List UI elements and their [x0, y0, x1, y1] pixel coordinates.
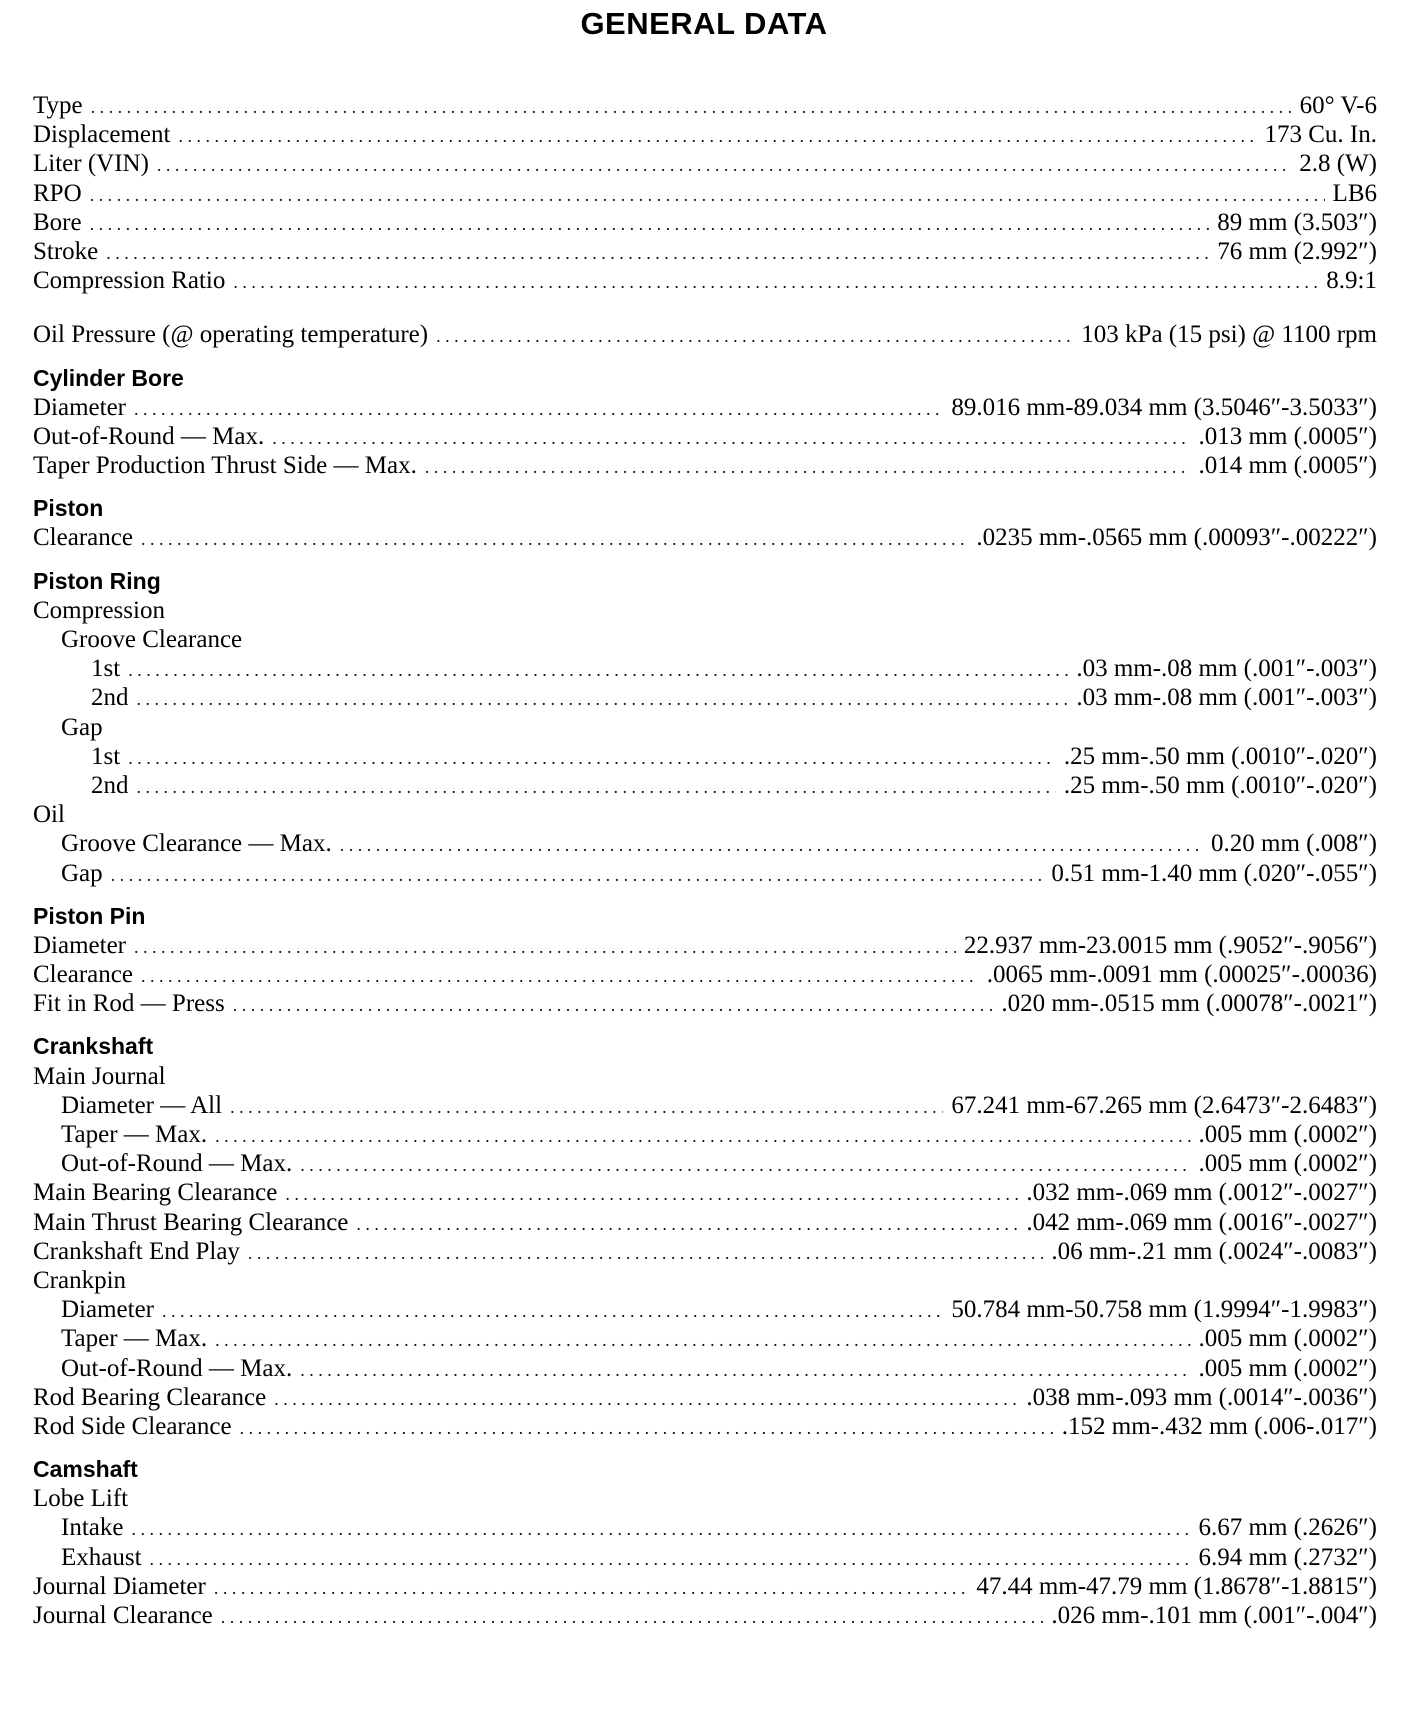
dot-leader	[300, 1356, 1190, 1385]
dot-leader	[215, 1326, 1190, 1355]
spec-row	[33, 1324, 1377, 1353]
dot-leader	[230, 1093, 943, 1122]
spec-row	[33, 266, 1377, 295]
spec-label: Fit in Rod — Press	[33, 990, 225, 1018]
dot-leader	[233, 268, 1318, 297]
spec-row	[33, 1601, 1377, 1630]
spec-row	[33, 596, 1377, 625]
spec-row	[33, 859, 1377, 888]
dot-leader	[240, 1414, 1054, 1443]
spec-row	[33, 393, 1377, 422]
spec-value: 6.94 mm (.2732″)	[1198, 1543, 1377, 1571]
spec-label: Taper Production Thrust Side — Max.	[33, 452, 417, 480]
dot-leader	[436, 322, 1073, 351]
spec-value: .020 mm-.0515 mm (.00078″-.0021″)	[1001, 990, 1377, 1018]
spec-row	[33, 654, 1377, 683]
spec-value: 50.784 mm-50.758 mm (1.9994″-1.9983″)	[951, 1296, 1377, 1324]
spec-label: Bore	[33, 208, 82, 236]
spec-label: Crankshaft End Play	[33, 1237, 240, 1265]
dot-leader	[272, 424, 1190, 453]
spec-value: 2.8 (W)	[1299, 150, 1377, 178]
dot-leader	[425, 453, 1191, 482]
dot-leader	[150, 1545, 1191, 1574]
dot-leader	[233, 991, 994, 1020]
dot-leader	[141, 525, 968, 554]
spec-value: 103 kPa (15 psi) @ 1100 rpm	[1081, 321, 1377, 349]
spec-label: 2nd	[91, 684, 129, 712]
section-heading: Cylinder Bore	[33, 364, 184, 391]
spec-value: .0065 mm-.0091 mm (.00025″-.00036)	[986, 961, 1377, 989]
spec-value: .038 mm-.093 mm (.0014″-.0036″)	[1026, 1383, 1377, 1411]
spec-label: Groove Clearance	[61, 626, 243, 653]
spec-label: Clearance	[33, 524, 133, 552]
spec-row	[33, 1295, 1377, 1324]
spec-row	[33, 742, 1377, 771]
spec-row	[33, 800, 1377, 829]
dot-leader	[340, 831, 1203, 860]
spec-row	[33, 989, 1377, 1018]
spec-label: Taper — Max.	[61, 1325, 208, 1353]
spec-row	[33, 422, 1377, 451]
spec-label: Rod Side Clearance	[33, 1412, 232, 1440]
spec-row	[33, 625, 1377, 654]
spec-label: Out-of-Round — Max.	[61, 1354, 293, 1382]
dot-leader	[137, 685, 1069, 714]
spec-label: Oil	[33, 801, 65, 829]
spec-row	[33, 1208, 1377, 1237]
spec-row	[33, 713, 1377, 742]
spec-label: Intake	[61, 1514, 124, 1542]
spec-value: .042 mm-.069 mm (.0016″-.0027″)	[1026, 1208, 1377, 1236]
spec-label: Out-of-Round — Max.	[33, 422, 265, 450]
spec-row	[33, 1237, 1377, 1266]
spec-label: Gap	[61, 859, 103, 887]
spec-label: Journal Diameter	[33, 1572, 206, 1600]
spec-value: .06 mm-.21 mm (.0024″-.0083″)	[1051, 1237, 1377, 1265]
spec-row	[33, 1149, 1377, 1178]
dot-leader	[248, 1239, 1043, 1268]
dot-leader	[90, 181, 1325, 210]
dot-leader	[134, 395, 943, 424]
spec-label: Main Thrust Bearing Clearance	[33, 1208, 349, 1236]
spec-row	[33, 1354, 1377, 1383]
section-heading: Piston Pin	[33, 902, 146, 929]
spec-label: Compression	[33, 596, 165, 624]
spec-label: Diameter	[61, 1296, 155, 1324]
spec-label: Main Journal	[33, 1062, 166, 1090]
spec-label: Lobe Lift	[33, 1485, 129, 1513]
spec-row	[33, 829, 1377, 858]
dot-leader	[134, 933, 956, 962]
dot-leader	[111, 861, 1044, 890]
spec-label: Taper — Max.	[61, 1121, 208, 1148]
spec-value: 0.20 mm (.008″)	[1211, 830, 1377, 858]
spec-row	[33, 931, 1377, 960]
section-heading: Piston Ring	[33, 567, 161, 594]
spec-value: 60° V-6	[1299, 92, 1377, 119]
spec-value: .005 mm (.0002″)	[1198, 1150, 1377, 1178]
section-heading: Piston	[33, 495, 104, 522]
spec-row	[33, 1266, 1377, 1295]
spec-row	[33, 91, 1377, 120]
spec-label: Diameter	[33, 931, 127, 959]
spec-row	[33, 771, 1377, 800]
spec-list	[33, 91, 1377, 1630]
spec-label: Liter (VIN)	[33, 150, 149, 178]
spec-row	[33, 1543, 1377, 1572]
spec-value: .005 mm (.0002″)	[1198, 1354, 1377, 1382]
dot-leader	[141, 962, 979, 991]
dot-leader	[90, 210, 1210, 239]
spec-label: Diameter — All	[61, 1091, 223, 1119]
spec-label: Type	[33, 92, 83, 119]
spec-row	[33, 237, 1377, 266]
spec-row	[33, 320, 1377, 349]
spec-label: Journal Clearance	[33, 1602, 213, 1629]
spec-value: LB6	[1332, 179, 1377, 207]
dot-leader	[128, 656, 1068, 685]
spec-value: .014 mm (.0005″)	[1198, 452, 1377, 480]
spec-row	[33, 1484, 1377, 1513]
spec-value: .026 mm-.101 mm (.001″-.004″)	[1051, 1602, 1377, 1629]
spec-row	[33, 1383, 1377, 1412]
spec-row	[33, 1412, 1377, 1441]
dot-leader	[157, 151, 1291, 180]
spec-row	[33, 1178, 1377, 1207]
spec-value: 76 mm (2.992″)	[1217, 237, 1377, 265]
spec-value: 8.9:1	[1326, 267, 1377, 295]
spec-label: Displacement	[33, 121, 171, 149]
dot-leader	[214, 1574, 968, 1603]
dot-leader	[106, 239, 1209, 268]
dot-leader	[285, 1180, 1018, 1209]
spec-value: 0.51 mm-1.40 mm (.020″-.055″)	[1051, 859, 1377, 887]
spec-row	[33, 1513, 1377, 1542]
spec-value: .03 mm-.08 mm (.001″-.003″)	[1076, 655, 1377, 683]
spec-row	[33, 1572, 1377, 1601]
spec-label: Diameter	[33, 393, 127, 421]
spec-label: Main Bearing Clearance	[33, 1179, 278, 1207]
spec-value: .005 mm (.0002″)	[1198, 1121, 1377, 1148]
spec-row	[33, 683, 1377, 712]
spec-row	[33, 120, 1377, 149]
dot-leader	[178, 122, 1256, 151]
dot-leader	[137, 773, 1056, 802]
dot-leader	[215, 1122, 1190, 1151]
section-heading: Camshaft	[33, 1456, 138, 1483]
dot-leader	[356, 1210, 1018, 1239]
spec-label: RPO	[33, 179, 82, 207]
spec-value: .03 mm-.08 mm (.001″-.003″)	[1076, 684, 1377, 712]
page-title: GENERAL DATA	[580, 6, 828, 41]
spec-value: .032 mm-.069 mm (.0012″-.0027″)	[1026, 1179, 1377, 1207]
spec-value: .013 mm (.0005″)	[1198, 422, 1377, 450]
dot-leader	[128, 744, 1056, 773]
spec-label: Groove Clearance — Max.	[61, 830, 332, 858]
dot-leader	[131, 1515, 1190, 1544]
spec-row	[33, 451, 1377, 480]
spec-value: .25 mm-.50 mm (.0010″-.020″)	[1063, 771, 1377, 799]
spec-row	[33, 179, 1377, 208]
spec-value: 67.241 mm-67.265 mm (2.6473″-2.6483″)	[951, 1091, 1377, 1119]
spec-label: Clearance	[33, 961, 133, 989]
spec-value: 89.016 mm-89.034 mm (3.5046″-3.5033″)	[951, 393, 1377, 421]
spec-value: .25 mm-.50 mm (.0010″-.020″)	[1063, 742, 1377, 770]
spec-value: 6.67 mm (.2626″)	[1198, 1514, 1377, 1542]
section-heading: Crankshaft	[33, 1033, 154, 1060]
spec-row	[33, 960, 1377, 989]
spec-label: Stroke	[33, 237, 99, 265]
spec-row	[33, 1120, 1377, 1149]
spec-label: 1st	[91, 742, 121, 770]
spec-label: 1st	[91, 655, 121, 683]
spec-label: Compression Ratio	[33, 267, 226, 295]
dot-leader	[91, 93, 1292, 122]
spec-value: 173 Cu. In.	[1264, 121, 1377, 149]
spec-label: Exhaust	[61, 1543, 142, 1571]
spec-label: 2nd	[91, 771, 129, 799]
spec-label: Gap	[61, 713, 103, 741]
spec-value: 47.44 mm-47.79 mm (1.8678″-1.8815″)	[976, 1572, 1377, 1600]
spec-label: Crankpin	[33, 1266, 127, 1294]
spec-row	[33, 208, 1377, 237]
spec-value: 89 mm (3.503″)	[1217, 208, 1377, 236]
spec-value: .152 mm-.432 mm (.006-.017″)	[1061, 1412, 1377, 1440]
spec-label: Rod Bearing Clearance	[33, 1383, 267, 1411]
spec-row	[33, 1062, 1377, 1091]
spec-value: 22.937 mm-23.0015 mm (.9052″-.9056″)	[963, 931, 1377, 959]
spec-row	[33, 523, 1377, 552]
spec-row	[33, 149, 1377, 178]
spec-row	[33, 1091, 1377, 1120]
dot-leader	[274, 1385, 1018, 1414]
spec-label: Oil Pressure (@ operating temperature)	[33, 321, 429, 349]
dot-leader	[162, 1297, 943, 1326]
dot-leader	[300, 1151, 1190, 1180]
spec-value: .0235 mm-.0565 mm (.00093″-.00222″)	[976, 524, 1377, 552]
spacer	[33, 295, 1377, 320]
spec-label: Out-of-Round — Max.	[61, 1150, 293, 1178]
spec-value: .005 mm (.0002″)	[1198, 1325, 1377, 1353]
dot-leader	[221, 1603, 1044, 1632]
